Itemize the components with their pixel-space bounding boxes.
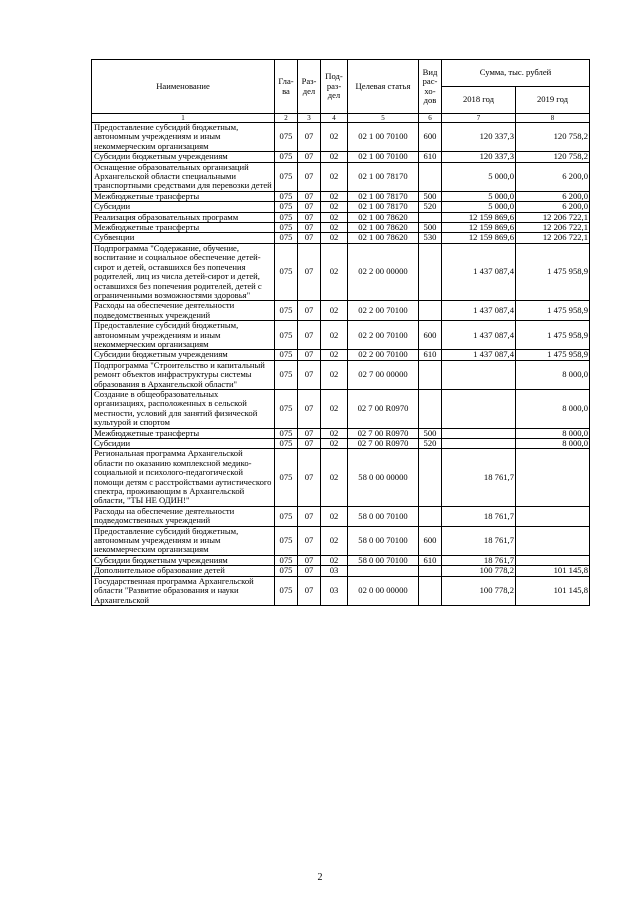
row-name: Субвенции	[92, 233, 275, 243]
row-name: Дополнительное образование детей	[92, 566, 275, 576]
row-section: 07	[298, 191, 321, 201]
row-sum-2019: 120 758,2	[516, 123, 590, 152]
row-sum-2018	[442, 360, 516, 389]
row-name: Подпрограмма "Строительство и капитальный ремонт объектов инфраструктуры системы образования в Архангельской области"	[92, 360, 275, 389]
row-expense-type: 610	[419, 350, 442, 360]
page-number: 2	[317, 872, 323, 883]
index-cell: 2	[275, 114, 298, 123]
row-expense-type	[419, 449, 442, 506]
table-row	[92, 321, 590, 350]
row-sum-2018: 12 159 869,6	[442, 233, 516, 243]
row-sum-2018: 18 761,7	[442, 506, 516, 526]
row-target-code: 02 1 00 78170	[348, 162, 419, 191]
row-sum-2019: 1 475 958,9	[516, 321, 590, 350]
row-expense-type	[419, 301, 442, 321]
row-section: 07	[298, 449, 321, 506]
row-section: 07	[298, 389, 321, 428]
row-sum-2018	[442, 389, 516, 428]
row-expense-type: 520	[419, 202, 442, 212]
table-row	[92, 301, 590, 321]
row-sum-2019: 6 200,0	[516, 202, 590, 212]
row-name: Межбюджетные трансферты	[92, 191, 275, 201]
row-expense-type	[419, 360, 442, 389]
row-subsection: 02	[321, 212, 348, 222]
row-sum-2019	[516, 526, 590, 555]
row-name: Подпрограмма "Содержание, обучение, воспитание и социальное обеспечение детей-сирот и детей, оставшихся без попечения родителей, лиц из числа детей-сирот и детей, оставшихся без попечения родителей, детей с ограниченными возможностями здоровья"	[92, 243, 275, 300]
row-section: 07	[298, 162, 321, 191]
row-sum-2019: 101 145,8	[516, 576, 590, 605]
row-sum-2018: 120 337,3	[442, 152, 516, 162]
row-target-code: 02 1 00 70100	[348, 152, 419, 162]
index-cell: 7	[442, 114, 516, 123]
row-subsection: 02	[321, 301, 348, 321]
row-target-code: 58 0 00 70100	[348, 555, 419, 565]
row-sum-2019	[516, 555, 590, 565]
header-sum: Сумма, тыс. рублей	[442, 60, 590, 87]
row-sum-2018: 5 000,0	[442, 202, 516, 212]
row-chapter: 075	[275, 321, 298, 350]
index-cell: 5	[348, 114, 419, 123]
row-expense-type: 500	[419, 428, 442, 438]
row-subsection: 02	[321, 223, 348, 233]
row-section: 07	[298, 123, 321, 152]
table-row	[92, 506, 590, 526]
row-sum-2019: 6 200,0	[516, 162, 590, 191]
row-section: 07	[298, 243, 321, 300]
row-name: Субсидии	[92, 202, 275, 212]
row-subsection: 02	[321, 152, 348, 162]
row-sum-2019: 12 206 722,1	[516, 233, 590, 243]
row-name: Субсидии бюджетным учреждениям	[92, 350, 275, 360]
row-subsection: 02	[321, 191, 348, 201]
row-target-code: 02 1 00 78620	[348, 223, 419, 233]
row-sum-2019: 8 000,0	[516, 428, 590, 438]
row-expense-type	[419, 389, 442, 428]
row-sum-2019: 120 758,2	[516, 152, 590, 162]
row-chapter: 075	[275, 233, 298, 243]
row-subsection: 02	[321, 449, 348, 506]
row-sum-2019: 101 145,8	[516, 566, 590, 576]
row-target-code: 02 1 00 78620	[348, 233, 419, 243]
row-target-code: 02 1 00 70100	[348, 123, 419, 152]
row-sum-2018: 18 761,7	[442, 449, 516, 506]
row-subsection: 02	[321, 360, 348, 389]
row-sum-2019: 1 475 958,9	[516, 301, 590, 321]
row-chapter: 075	[275, 526, 298, 555]
row-sum-2018: 5 000,0	[442, 191, 516, 201]
row-expense-type: 600	[419, 123, 442, 152]
row-sum-2019: 12 206 722,1	[516, 223, 590, 233]
row-name: Субсидии	[92, 439, 275, 449]
row-name: Предоставление субсидий бюджетным, автономным учреждениям и иным некоммерческим организациям	[92, 123, 275, 152]
index-cell: 8	[516, 114, 590, 123]
row-subsection: 02	[321, 555, 348, 565]
row-name: Создание в общеобразовательных организациях, расположенных в сельской местности, условий для занятий физической культурой и спортом	[92, 389, 275, 428]
row-subsection: 03	[321, 566, 348, 576]
row-target-code: 58 0 00 70100	[348, 506, 419, 526]
row-target-code: 58 0 00 70100	[348, 526, 419, 555]
row-chapter: 075	[275, 301, 298, 321]
index-cell: 3	[298, 114, 321, 123]
row-sum-2018: 18 761,7	[442, 555, 516, 565]
index-cell: 1	[92, 114, 275, 123]
row-name: Расходы на обеспечение деятельности подведомственных учреждений	[92, 301, 275, 321]
header-year-2019: 2019 год	[516, 87, 590, 114]
row-chapter: 075	[275, 191, 298, 201]
row-name: Региональная программа Архангельской области по оказанию комплексной медико-социальной и психолого-педагогической помощи детям с расстройствами аутистического спектра, проживающим в Архангельской области, "ТЫ НЕ ОДИН!"	[92, 449, 275, 506]
row-section: 07	[298, 152, 321, 162]
row-sum-2019	[516, 449, 590, 506]
row-sum-2018: 5 000,0	[442, 162, 516, 191]
row-sum-2018	[442, 428, 516, 438]
table-row	[92, 576, 590, 605]
row-subsection: 02	[321, 321, 348, 350]
row-chapter: 075	[275, 576, 298, 605]
row-subsection: 02	[321, 233, 348, 243]
row-name: Предоставление субсидий бюджетным, автономным учреждениям и иным некоммерческим организациям	[92, 321, 275, 350]
row-section: 07	[298, 350, 321, 360]
row-name: Государственная программа Архангельской области "Развитие образования и науки Архангельской	[92, 576, 275, 605]
table-row	[92, 212, 590, 222]
row-name: Предоставление субсидий бюджетным, автономным учреждениям и иным некоммерческим организациям	[92, 526, 275, 555]
row-expense-type: 600	[419, 321, 442, 350]
row-expense-type: 530	[419, 233, 442, 243]
header-target: Целевая статья	[348, 60, 419, 114]
row-chapter: 075	[275, 428, 298, 438]
row-sum-2019	[516, 506, 590, 526]
row-target-code: 02 2 00 70100	[348, 350, 419, 360]
header-chapter: Гла-ва	[275, 60, 298, 114]
row-subsection: 02	[321, 162, 348, 191]
row-section: 07	[298, 428, 321, 438]
row-sum-2019: 8 000,0	[516, 360, 590, 389]
row-subsection: 02	[321, 428, 348, 438]
row-expense-type	[419, 162, 442, 191]
row-chapter: 075	[275, 123, 298, 152]
table-row	[92, 243, 590, 300]
table-row	[92, 449, 590, 506]
table-row	[92, 223, 590, 233]
row-name: Межбюджетные трансферты	[92, 428, 275, 438]
table-row	[92, 526, 590, 555]
column-index-row	[92, 114, 590, 123]
header-year-2018: 2018 год	[442, 87, 516, 114]
row-sum-2018: 1 437 087,4	[442, 321, 516, 350]
row-sum-2018: 12 159 869,6	[442, 212, 516, 222]
row-section: 07	[298, 526, 321, 555]
row-sum-2019: 1 475 958,9	[516, 350, 590, 360]
row-target-code: 02 1 00 78170	[348, 202, 419, 212]
row-sum-2019: 8 000,0	[516, 439, 590, 449]
row-chapter: 075	[275, 506, 298, 526]
row-target-code: 02 1 00 78620	[348, 212, 419, 222]
table-row	[92, 202, 590, 212]
header-subsection: Под-раз-дел	[321, 60, 348, 114]
row-expense-type: 600	[419, 526, 442, 555]
row-target-code: 02 0 00 00000	[348, 576, 419, 605]
row-chapter: 075	[275, 360, 298, 389]
row-target-code: 02 7 00 R0970	[348, 439, 419, 449]
row-section: 07	[298, 576, 321, 605]
row-section: 07	[298, 301, 321, 321]
row-section: 07	[298, 233, 321, 243]
row-expense-type: 500	[419, 191, 442, 201]
row-chapter: 075	[275, 162, 298, 191]
header-name: Наименование	[92, 60, 275, 114]
row-name: Реализация образовательных программ	[92, 212, 275, 222]
table-body	[92, 123, 590, 606]
row-sum-2018: 18 761,7	[442, 526, 516, 555]
row-target-code: 58 0 00 00000	[348, 449, 419, 506]
row-chapter: 075	[275, 566, 298, 576]
table-row	[92, 123, 590, 152]
row-section: 07	[298, 439, 321, 449]
row-section: 07	[298, 212, 321, 222]
row-expense-type: 520	[419, 439, 442, 449]
row-sum-2019: 6 200,0	[516, 191, 590, 201]
table-row	[92, 233, 590, 243]
row-sum-2018: 12 159 869,6	[442, 223, 516, 233]
row-subsection: 03	[321, 576, 348, 605]
row-expense-type	[419, 212, 442, 222]
row-sum-2018: 120 337,3	[442, 123, 516, 152]
row-sum-2018: 1 437 087,4	[442, 350, 516, 360]
table-row	[92, 360, 590, 389]
row-expense-type: 610	[419, 152, 442, 162]
row-chapter: 075	[275, 212, 298, 222]
row-target-code: 02 1 00 78170	[348, 191, 419, 201]
row-chapter: 075	[275, 555, 298, 565]
row-subsection: 02	[321, 350, 348, 360]
row-target-code: 02 7 00 00000	[348, 360, 419, 389]
row-name: Субсидии бюджетным учреждениям	[92, 555, 275, 565]
row-target-code: 02 2 00 70100	[348, 321, 419, 350]
row-name: Оснащение образовательных организаций Архангельской области специальными транспортными средствами для перевозки детей	[92, 162, 275, 191]
row-target-code: 02 2 00 70100	[348, 301, 419, 321]
table-row	[92, 350, 590, 360]
header-exp-type: Вид рас-хо-дов	[419, 60, 442, 114]
row-chapter: 075	[275, 202, 298, 212]
row-subsection: 02	[321, 123, 348, 152]
table-row	[92, 389, 590, 428]
row-subsection: 02	[321, 506, 348, 526]
row-name: Расходы на обеспечение деятельности подведомственных учреждений	[92, 506, 275, 526]
table-row	[92, 152, 590, 162]
row-subsection: 02	[321, 526, 348, 555]
row-chapter: 075	[275, 439, 298, 449]
row-sum-2018: 100 778,2	[442, 576, 516, 605]
header-section: Раз-дел	[298, 60, 321, 114]
row-chapter: 075	[275, 350, 298, 360]
row-subsection: 02	[321, 202, 348, 212]
row-section: 07	[298, 321, 321, 350]
row-name: Субсидии бюджетным учреждениям	[92, 152, 275, 162]
row-chapter: 075	[275, 449, 298, 506]
table-row	[92, 566, 590, 576]
row-subsection: 02	[321, 389, 348, 428]
row-target-code: 02 7 00 R0970	[348, 428, 419, 438]
row-sum-2019: 1 475 958,9	[516, 243, 590, 300]
row-sum-2018: 1 437 087,4	[442, 243, 516, 300]
row-chapter: 075	[275, 389, 298, 428]
index-cell: 4	[321, 114, 348, 123]
row-expense-type: 500	[419, 223, 442, 233]
row-chapter: 075	[275, 243, 298, 300]
row-chapter: 075	[275, 152, 298, 162]
index-cell: 6	[419, 114, 442, 123]
row-section: 07	[298, 360, 321, 389]
table-row	[92, 428, 590, 438]
row-sum-2018: 100 778,2	[442, 566, 516, 576]
table-row	[92, 439, 590, 449]
table-row	[92, 162, 590, 191]
row-subsection: 02	[321, 439, 348, 449]
row-expense-type	[419, 576, 442, 605]
row-expense-type	[419, 566, 442, 576]
row-section: 07	[298, 223, 321, 233]
row-section: 07	[298, 202, 321, 212]
row-section: 07	[298, 555, 321, 565]
row-chapter: 075	[275, 223, 298, 233]
row-sum-2018: 1 437 087,4	[442, 301, 516, 321]
table-row	[92, 191, 590, 201]
row-subsection: 02	[321, 243, 348, 300]
row-target-code	[348, 566, 419, 576]
row-expense-type	[419, 243, 442, 300]
row-target-code: 02 7 00 R0970	[348, 389, 419, 428]
row-target-code: 02 2 00 00000	[348, 243, 419, 300]
row-sum-2018	[442, 439, 516, 449]
row-section: 07	[298, 566, 321, 576]
budget-table	[91, 59, 590, 606]
row-sum-2019: 8 000,0	[516, 389, 590, 428]
row-section: 07	[298, 506, 321, 526]
row-expense-type: 610	[419, 555, 442, 565]
row-sum-2019: 12 206 722,1	[516, 212, 590, 222]
table-row	[92, 555, 590, 565]
row-expense-type	[419, 506, 442, 526]
row-name: Межбюджетные трансферты	[92, 223, 275, 233]
